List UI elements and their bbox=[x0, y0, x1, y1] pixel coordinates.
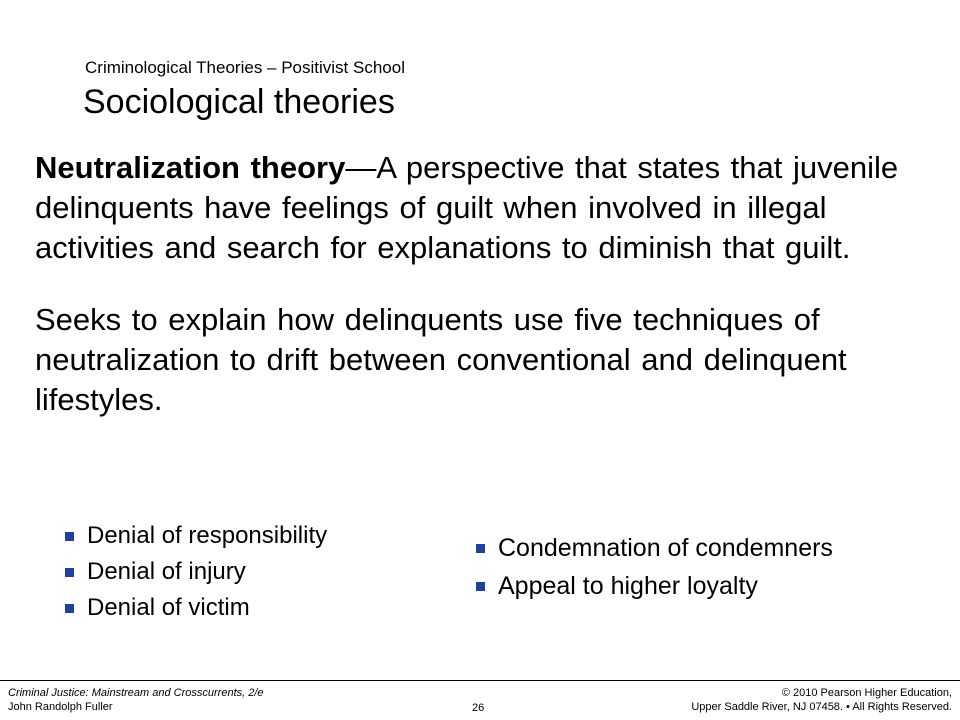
list-item-label: Denial of injury bbox=[87, 558, 246, 585]
square-bullet-icon bbox=[65, 532, 74, 541]
square-bullet-icon bbox=[65, 604, 74, 613]
footer-divider bbox=[0, 680, 960, 681]
slide-subtitle: Criminological Theories – Positivist School bbox=[85, 58, 405, 77]
techniques-list-left bbox=[65, 518, 327, 626]
square-bullet-icon bbox=[65, 568, 74, 577]
list-item bbox=[476, 567, 833, 605]
copyright-notice bbox=[691, 686, 952, 714]
list-item bbox=[65, 518, 327, 554]
definition-text: —A perspective that states that juvenile delinquents have feelings of guilt when involved in illegal activities and search for explanations to diminish that guilt. bbox=[35, 150, 899, 265]
list-item bbox=[65, 554, 327, 590]
square-bullet-icon bbox=[476, 544, 485, 553]
copyright-line-2: Upper Saddle River, NJ 07458. • All Rights Reserved. bbox=[691, 701, 952, 713]
list-item-label: Condemnation of condemners bbox=[498, 533, 833, 562]
list-item-label: Denial of responsibility bbox=[87, 522, 328, 549]
copyright-line-1: © 2010 Pearson Higher Education, bbox=[781, 687, 952, 699]
list-item bbox=[476, 529, 833, 567]
book-title: Criminal Justice: Mainstream and Crosscurrents, 2/e bbox=[8, 687, 264, 699]
definition-paragraph bbox=[35, 148, 915, 268]
slide-title: Sociological theories bbox=[83, 83, 395, 121]
list-item bbox=[65, 590, 327, 626]
definition-term: Neutralization theory bbox=[35, 150, 346, 185]
square-bullet-icon bbox=[476, 582, 485, 591]
page-number: 26 bbox=[472, 702, 485, 714]
explanation-paragraph: Seeks to explain how delinquents use five techniques of neutralization to drift between conventional and delinquent lifestyles. bbox=[35, 302, 847, 417]
footer-citation bbox=[8, 686, 264, 714]
list-item-label: Appeal to higher loyalty bbox=[498, 571, 758, 600]
slide-body bbox=[35, 148, 915, 420]
list-item-label: Denial of victim bbox=[87, 594, 250, 621]
techniques-list-right bbox=[476, 529, 833, 605]
author-name: John Randolph Fuller bbox=[8, 701, 113, 713]
